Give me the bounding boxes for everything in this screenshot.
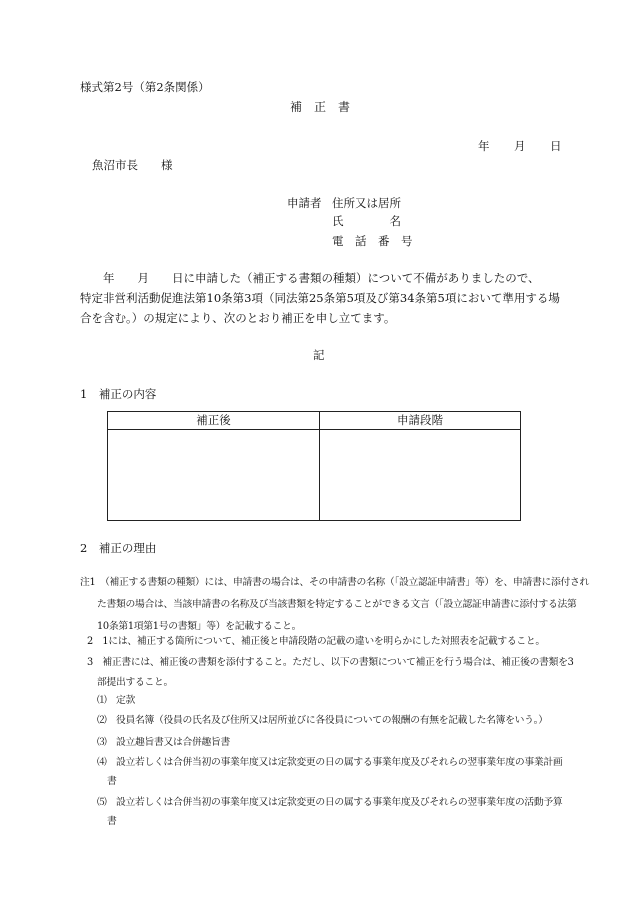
date-year: 年 — [478, 139, 490, 153]
body-paragraph — [80, 268, 580, 328]
body-line: 合を含む。）の規定により、次のとおり補正を申し立てます。 — [80, 311, 396, 325]
date-day: 日 — [550, 139, 562, 153]
note-3-line: 3 補正書には、補正後の書類を添付すること。ただし、以下の書類について補正を行う場合は、補正後の書類を3 — [87, 657, 574, 668]
note-item-4: ⑷ 設立若しくは合併当初の事業年度又は定款変更の日の属する事業年度及びそれらの翌事業年度の事業計画 — [97, 757, 563, 768]
note-1-line: た書類の場合は、当該申請書の名称及び当該書類を特定することができる文言（「設立認証申請書に添付する法第 — [97, 599, 577, 610]
note-item-4: 書 — [107, 776, 117, 787]
addressee: 魚沼市長 様 — [92, 158, 173, 172]
table-header-after: 補正後 — [196, 413, 231, 427]
applicant-address-label: 住所又は居所 — [332, 196, 401, 210]
date-month: 月 — [514, 139, 526, 153]
note-1-line: 10条第1項第1号の書類」等）を記載すること。 — [97, 621, 302, 632]
body-line: 特定非営利活動促進法第10条第3項（同法第25条第5項及び第34条第5項において準用する場 — [80, 291, 560, 305]
applicant-name-label: 氏 名 — [332, 214, 401, 228]
applicant-label: 申請者 — [287, 196, 322, 210]
note-item-5: ⑸ 設立若しくは合併当初の事業年度又は定款変更の日の属する事業年度及びそれらの翌事業年度の活動予算 — [97, 797, 563, 808]
note-item-1: ⑴ 定款 — [97, 695, 135, 706]
note-1-line: 注1 （補正する書類の種類）には、申請書の場合は、その申請書の名称（「設立認証申請書」等）を、申請書に添付され — [80, 577, 589, 588]
correction-table — [107, 411, 521, 521]
body-line: 年 月 日に申請した（補正する書類の種類）について不備がありましたので、 — [80, 271, 540, 285]
applicant-phone-label: 電 話 番 号 — [332, 234, 413, 248]
note-3-line: 部提出すること。 — [97, 677, 173, 688]
note-item-5: 書 — [107, 816, 117, 827]
ki-heading: 記 — [313, 348, 325, 362]
section-2-heading: 2 補正の理由 — [80, 541, 157, 555]
note-item-3: ⑶ 設立趣旨書又は合併趣旨書 — [97, 737, 230, 748]
document-title: 補 正 書 — [290, 100, 351, 114]
table-column-divider — [319, 412, 320, 520]
note-2: 2 1には、補正する箇所について、補正後と申請段階の記載の違いを明らかにした対照表を記載すること。 — [87, 636, 545, 647]
section-1-heading: 1 補正の内容 — [80, 387, 157, 401]
table-header-application: 申請段階 — [397, 413, 443, 427]
form-number: 様式第2号（第2条関係） — [80, 80, 210, 94]
note-item-2: ⑵ 役員名簿（役員の氏名及び住所又は居所並びに各役員についての報酬の有無を記載した名簿をいう。） — [97, 715, 548, 726]
